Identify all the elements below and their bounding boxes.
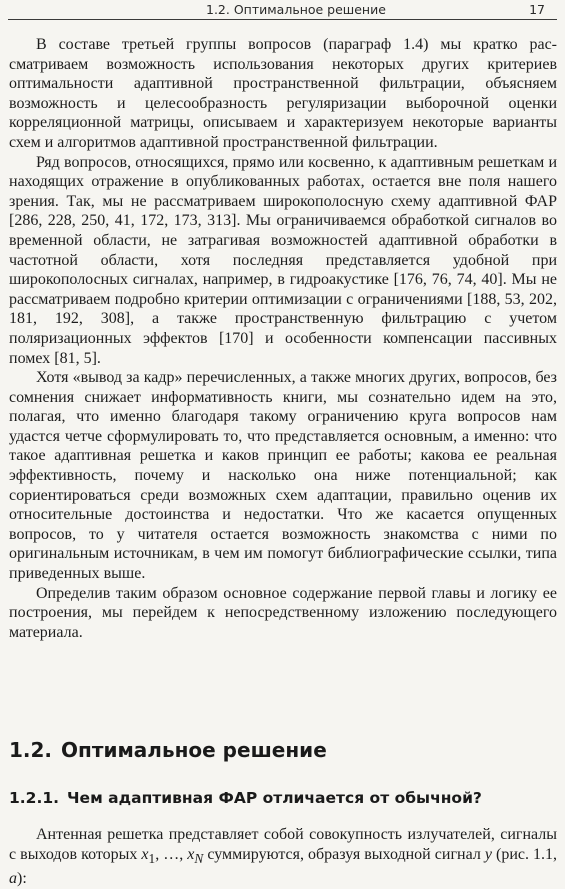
- text-fragment: Антенная решетка представляет собой совокупность излучателей, сигналы с выходов которых: [9, 826, 557, 863]
- math-var-y: y: [484, 846, 492, 863]
- section-title: Оптимальное решение: [61, 738, 327, 762]
- math-var-x1: x: [141, 846, 149, 863]
- subsection-heading: [9, 789, 557, 807]
- math-ellipsis: , …,: [155, 846, 188, 863]
- text-fragment: ):: [17, 870, 27, 888]
- page-number: 17: [529, 2, 545, 17]
- paragraph-1: В составе третьей группы вопросов (параграф 1.4) мы кратко рассматриваем возможность использования некоторых других критериев оптимальности адаптивной пространственной фильтрации, объясняем возможность и целесообразность регуляризации выборочной оценки корреляционной матрицы, описываем и характеризуем некоторые варианты схем и алгоритмов адаптивной пространственной фильтрации.: [9, 36, 557, 151]
- figure-label: а: [9, 870, 17, 888]
- paragraph-5: [9, 825, 557, 889]
- running-title: 1.2. Оптимальное решение: [206, 2, 386, 17]
- math-subscript-N: N: [194, 851, 204, 867]
- section-body-text: [9, 825, 557, 889]
- text-fragment: (рис. 1.1,: [491, 846, 558, 863]
- math-var-xN: x: [187, 846, 195, 863]
- paragraph-3: Хотя «вывод за кадр» перечисленных, а также многих других, вопросов, без сомнения снижает информативность книги, мы сознательно идем на это, полагая, что именно благодаря такому ограничению круга вопросов нам удастся четче сформулировать то, что представляется основным, а именно: что такое адаптивная решетка и каков принцип ее работы; какова ее реальная эффективность, почему и насколько она ниже потенциальной; как сориентироваться среди возможных схем адаптации, правильно оценив их относительные достоинства и недостатки. Что же касается опущенных вопросов, то у читателя остается возможность знакомства с ними по оригинальным источникам, в чем им помогут библиографические ссылки, типа приведенных выше.: [9, 369, 557, 583]
- subsection-title: Чем адаптивная ФАР отличается от обычной?: [67, 789, 482, 807]
- body-text: [9, 35, 557, 642]
- section-number: 1.2.: [9, 738, 53, 762]
- text-fragment: суммируются, образуя выходной сигнал: [203, 846, 485, 863]
- header-rule: [8, 19, 557, 20]
- math-subscript-1: 1: [148, 851, 156, 867]
- paragraph-2: Ряд вопросов, относящихся, прямо или косвенно, к адаптивным решеткам и находящих отражение в опубликованных работах, остается вне поля нашего зрения. Так, мы не рассматриваем широкополосную схему адаптивной ФАР [286, 228, 250, 41, 172, 173, 313]. Мы ограничиваемся обработкой сигналов во временной области, не затрагивая возможностей адаптивной обработки в частотной области, хотя последняя представляется удобной при широкополосных сигналах, например, в гидроакустике [176, 76, 74, 40]. Мы не рассматриваем подробно критерии оптимизации с ограничениями [188, 53, 202, 181, 192, 308], а также пространственную фильтрацию с учетом поляризационных эффектов [170] и особенности компенсации пассивных помех [81, 5].: [9, 153, 557, 367]
- section-heading: [9, 738, 557, 762]
- subsection-number: 1.2.1.: [9, 789, 60, 807]
- paragraph-4: Определив таким образом основное содержание первой главы и логику ее построения, мы перейдем к непосредственному изложению последующего материала.: [9, 584, 557, 641]
- running-head: [0, 0, 565, 20]
